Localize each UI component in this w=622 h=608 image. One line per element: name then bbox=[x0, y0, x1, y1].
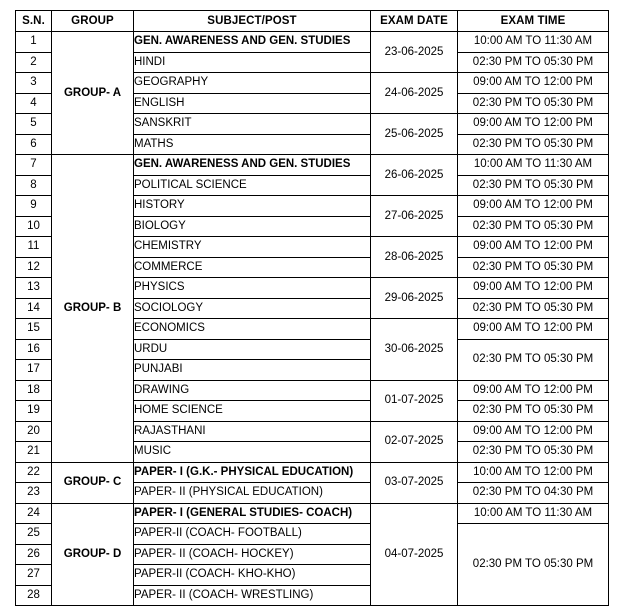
cell-exam-time: 02:30 PM TO 05:30 PM bbox=[458, 216, 609, 237]
cell-serial-number: 25 bbox=[16, 524, 52, 545]
cell-exam-date: 27-06-2025 bbox=[371, 196, 458, 237]
cell-exam-time: 02:30 PM TO 05:30 PM bbox=[458, 524, 609, 606]
cell-exam-time: 02:30 PM TO 05:30 PM bbox=[458, 401, 609, 422]
cell-serial-number: 12 bbox=[16, 257, 52, 278]
cell-exam-time: 09:00 AM TO 12:00 PM bbox=[458, 380, 609, 401]
cell-exam-time: 09:00 AM TO 12:00 PM bbox=[458, 237, 609, 258]
table-header bbox=[16, 11, 609, 32]
cell-subject: GEN. AWARENESS AND GEN. STUDIES bbox=[134, 32, 371, 53]
column-header-time: EXAM TIME bbox=[458, 11, 609, 32]
cell-subject: MUSIC bbox=[134, 442, 371, 463]
cell-serial-number: 20 bbox=[16, 421, 52, 442]
cell-exam-time: 09:00 AM TO 12:00 PM bbox=[458, 114, 609, 135]
cell-exam-time: 02:30 PM TO 05:30 PM bbox=[458, 298, 609, 319]
cell-subject: PAPER- II (PHYSICAL EDUCATION) bbox=[134, 483, 371, 504]
cell-serial-number: 17 bbox=[16, 360, 52, 381]
exam-schedule-table bbox=[15, 10, 609, 606]
cell-serial-number: 13 bbox=[16, 278, 52, 299]
column-header-sn: S.N. bbox=[16, 11, 52, 32]
cell-exam-date: 24-06-2025 bbox=[371, 73, 458, 114]
cell-exam-time: 10:00 AM TO 12:00 PM bbox=[458, 462, 609, 483]
table-row bbox=[16, 462, 609, 483]
cell-serial-number: 6 bbox=[16, 134, 52, 155]
cell-exam-time: 02:30 PM TO 05:30 PM bbox=[458, 134, 609, 155]
cell-subject: PHYSICS bbox=[134, 278, 371, 299]
cell-subject: GEOGRAPHY bbox=[134, 73, 371, 94]
cell-exam-time: 10:00 AM TO 11:30 AM bbox=[458, 503, 609, 524]
cell-serial-number: 23 bbox=[16, 483, 52, 504]
cell-exam-time: 02:30 PM TO 05:30 PM bbox=[458, 175, 609, 196]
cell-subject: MATHS bbox=[134, 134, 371, 155]
cell-subject: PAPER-II (COACH- FOOTBALL) bbox=[134, 524, 371, 545]
cell-exam-time: 02:30 PM TO 05:30 PM bbox=[458, 257, 609, 278]
cell-subject: PAPER- I (GENERAL STUDIES- COACH) bbox=[134, 503, 371, 524]
cell-subject: BIOLOGY bbox=[134, 216, 371, 237]
column-header-subject: SUBJECT/POST bbox=[134, 11, 371, 32]
column-header-group: GROUP bbox=[52, 11, 134, 32]
cell-subject: HISTORY bbox=[134, 196, 371, 217]
cell-serial-number: 2 bbox=[16, 52, 52, 73]
cell-exam-date: 23-06-2025 bbox=[371, 32, 458, 73]
cell-serial-number: 28 bbox=[16, 585, 52, 606]
cell-subject: PUNJABI bbox=[134, 360, 371, 381]
cell-serial-number: 4 bbox=[16, 93, 52, 114]
cell-serial-number: 10 bbox=[16, 216, 52, 237]
cell-subject: ENGLISH bbox=[134, 93, 371, 114]
cell-serial-number: 21 bbox=[16, 442, 52, 463]
cell-serial-number: 3 bbox=[16, 73, 52, 94]
cell-subject: HOME SCIENCE bbox=[134, 401, 371, 422]
cell-exam-time: 10:00 AM TO 11:30 AM bbox=[458, 155, 609, 176]
cell-exam-date: 03-07-2025 bbox=[371, 462, 458, 503]
cell-serial-number: 22 bbox=[16, 462, 52, 483]
cell-exam-date: 28-06-2025 bbox=[371, 237, 458, 278]
cell-subject: GEN. AWARENESS AND GEN. STUDIES bbox=[134, 155, 371, 176]
cell-subject: POLITICAL SCIENCE bbox=[134, 175, 371, 196]
cell-serial-number: 8 bbox=[16, 175, 52, 196]
cell-subject: URDU bbox=[134, 339, 371, 360]
cell-exam-time: 09:00 AM TO 12:00 PM bbox=[458, 421, 609, 442]
cell-subject: PAPER-II (COACH- KHO-KHO) bbox=[134, 565, 371, 586]
cell-serial-number: 26 bbox=[16, 544, 52, 565]
cell-serial-number: 1 bbox=[16, 32, 52, 53]
cell-serial-number: 11 bbox=[16, 237, 52, 258]
cell-serial-number: 14 bbox=[16, 298, 52, 319]
cell-exam-time: 02:30 PM TO 05:30 PM bbox=[458, 52, 609, 73]
cell-serial-number: 16 bbox=[16, 339, 52, 360]
cell-exam-date: 04-07-2025 bbox=[371, 503, 458, 606]
cell-serial-number: 27 bbox=[16, 565, 52, 586]
cell-subject: PAPER- II (COACH- HOCKEY) bbox=[134, 544, 371, 565]
cell-subject: SANSKRIT bbox=[134, 114, 371, 135]
cell-subject: CHEMISTRY bbox=[134, 237, 371, 258]
cell-exam-time: 09:00 AM TO 12:00 PM bbox=[458, 73, 609, 94]
header-row bbox=[16, 11, 609, 32]
cell-subject: PAPER- II (COACH- WRESTLING) bbox=[134, 585, 371, 606]
cell-exam-date: 01-07-2025 bbox=[371, 380, 458, 421]
cell-group: GROUP- C bbox=[52, 462, 134, 503]
cell-group: GROUP- D bbox=[52, 503, 134, 606]
cell-exam-time: 02:30 PM TO 05:30 PM bbox=[458, 93, 609, 114]
table-row bbox=[16, 155, 609, 176]
cell-exam-date: 30-06-2025 bbox=[371, 319, 458, 381]
cell-exam-time: 10:00 AM TO 11:30 AM bbox=[458, 32, 609, 53]
cell-exam-time: 02:30 PM TO 05:30 PM bbox=[458, 339, 609, 380]
cell-subject: DRAWING bbox=[134, 380, 371, 401]
cell-exam-date: 26-06-2025 bbox=[371, 155, 458, 196]
table-body bbox=[16, 32, 609, 606]
cell-subject: COMMERCE bbox=[134, 257, 371, 278]
cell-exam-date: 25-06-2025 bbox=[371, 114, 458, 155]
cell-serial-number: 18 bbox=[16, 380, 52, 401]
cell-group: GROUP- B bbox=[52, 155, 134, 463]
cell-exam-time: 09:00 AM TO 12:00 PM bbox=[458, 278, 609, 299]
cell-exam-time: 02:30 PM TO 05:30 PM bbox=[458, 442, 609, 463]
cell-subject: PAPER- I (G.K.- PHYSICAL EDUCATION) bbox=[134, 462, 371, 483]
cell-exam-time: 09:00 AM TO 12:00 PM bbox=[458, 196, 609, 217]
cell-subject: SOCIOLOGY bbox=[134, 298, 371, 319]
cell-serial-number: 7 bbox=[16, 155, 52, 176]
table-row bbox=[16, 503, 609, 524]
cell-exam-time: 09:00 AM TO 12:00 PM bbox=[458, 319, 609, 340]
cell-subject: RAJASTHANI bbox=[134, 421, 371, 442]
cell-group: GROUP- A bbox=[52, 32, 134, 155]
cell-serial-number: 19 bbox=[16, 401, 52, 422]
cell-serial-number: 5 bbox=[16, 114, 52, 135]
cell-exam-date: 02-07-2025 bbox=[371, 421, 458, 462]
cell-exam-date: 29-06-2025 bbox=[371, 278, 458, 319]
table-row bbox=[16, 32, 609, 53]
cell-subject: ECONOMICS bbox=[134, 319, 371, 340]
cell-exam-time: 02:30 PM TO 04:30 PM bbox=[458, 483, 609, 504]
cell-serial-number: 9 bbox=[16, 196, 52, 217]
cell-subject: HINDI bbox=[134, 52, 371, 73]
column-header-date: EXAM DATE bbox=[371, 11, 458, 32]
cell-serial-number: 15 bbox=[16, 319, 52, 340]
cell-serial-number: 24 bbox=[16, 503, 52, 524]
